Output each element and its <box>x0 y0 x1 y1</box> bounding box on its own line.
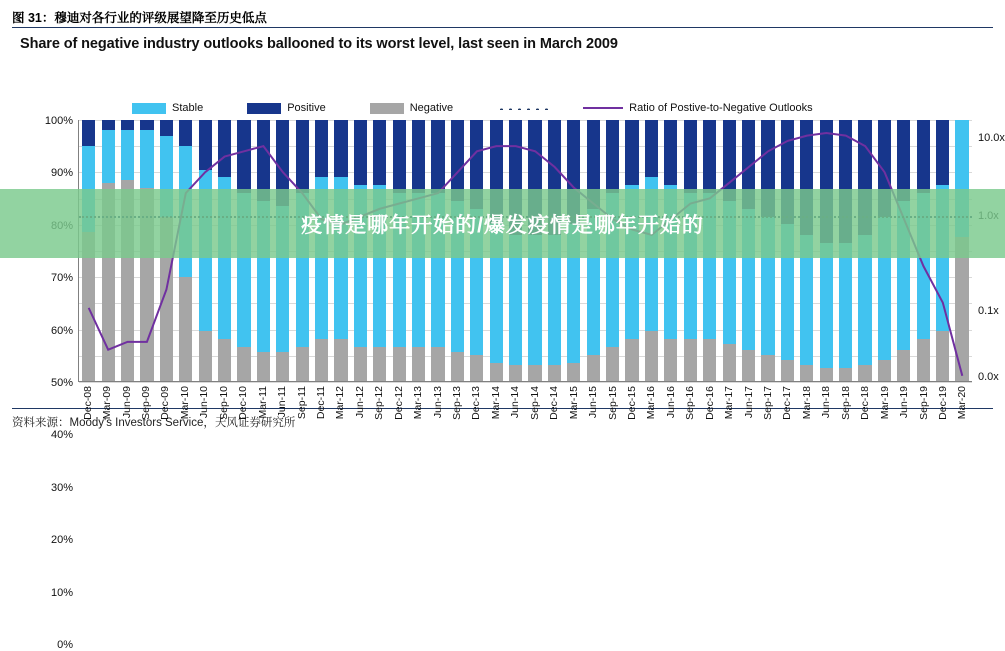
x-axis-tick-label: Jun-11 <box>276 386 289 418</box>
x-axis-tick <box>933 384 952 436</box>
x-axis-tick-label: Mar-11 <box>256 386 269 419</box>
x-axis-tick-label: Sep-15 <box>606 386 619 420</box>
x-axis-tick <box>506 384 525 436</box>
legend-label-ratio: Ratio of Postive-to-Negative Outlooks <box>629 102 813 114</box>
legend-label-stable: Stable <box>172 102 204 114</box>
x-axis-tick <box>486 384 505 436</box>
x-axis-tick-label: Mar-15 <box>567 386 580 420</box>
x-axis-tick <box>700 384 719 436</box>
x-axis-tick <box>545 384 564 436</box>
x-axis-tick <box>661 384 680 436</box>
x-axis-tick-label: Mar-18 <box>800 386 813 420</box>
x-axis-tick <box>428 384 447 436</box>
x-axis-tick-label: Jun-12 <box>353 386 366 419</box>
legend-item-ratio <box>583 102 812 114</box>
x-axis-tick-label: Mar-19 <box>878 386 891 420</box>
x-axis-tick-label: Sep-16 <box>684 386 697 420</box>
x-axis-tick-label: Jun-16 <box>664 386 677 419</box>
x-axis-tick-label: Mar-12 <box>334 386 347 420</box>
x-axis-tick <box>642 384 661 436</box>
y-axis-right-tick: 0.0x <box>978 370 999 383</box>
x-axis-tick <box>117 384 136 436</box>
x-axis-tick <box>78 384 97 436</box>
x-axis-tick <box>311 384 330 436</box>
y-axis-left-tick: 60% <box>50 324 73 337</box>
x-axis-tick-label: Dec-14 <box>548 386 561 420</box>
x-axis-tick-label: Sep-12 <box>373 386 386 420</box>
legend-label-negative: Negative <box>409 102 454 114</box>
x-axis-tick <box>875 384 894 436</box>
x-axis-tick <box>175 384 194 436</box>
y-axis-right-tick: 10.0x <box>978 132 1005 145</box>
y-axis-left-tick: 100% <box>44 115 73 127</box>
x-axis-tick <box>583 384 602 436</box>
x-axis-tick <box>797 384 816 436</box>
x-axis-tick-label: Jun-17 <box>742 386 755 419</box>
x-axis-tick <box>292 384 311 436</box>
y-axis-left-tick: 20% <box>50 534 73 547</box>
x-axis-tick <box>758 384 777 436</box>
x-axis-tick-label: Sep-19 <box>917 386 930 420</box>
x-axis-tick <box>214 384 233 436</box>
x-axis-tick-label: Dec-17 <box>781 386 794 420</box>
legend-swatch-ratio <box>583 107 623 109</box>
x-axis-tick-label: Dec-12 <box>392 386 405 420</box>
x-axis-tick-label: Dec-19 <box>936 386 949 420</box>
x-axis-tick-label: Jun-19 <box>898 386 911 419</box>
x-axis-tick <box>467 384 486 436</box>
x-axis-tick <box>622 384 641 436</box>
x-axis-tick <box>894 384 913 436</box>
threshold-marker-icon <box>497 106 549 110</box>
legend-item-negative <box>370 102 453 114</box>
x-axis-tick-label: Mar-16 <box>645 386 658 420</box>
x-axis-tick-label: Dec-08 <box>81 386 94 420</box>
y-axis-left-tick: 0% <box>57 639 73 651</box>
x-axis-tick <box>370 384 389 436</box>
x-axis-tick-label: Mar-09 <box>101 386 114 420</box>
x-axis-tick-label: Jun-18 <box>820 386 833 419</box>
x-axis-tick <box>331 384 350 436</box>
x-axis-tick <box>603 384 622 436</box>
x-axis-tick-label: Mar-14 <box>489 386 502 420</box>
x-axis-tick-label: Dec-11 <box>314 386 327 420</box>
x-axis-tick-label: Mar-10 <box>178 386 191 420</box>
y-axis-left-tick: 70% <box>50 272 73 285</box>
x-axis-tick <box>97 384 116 436</box>
figure-source: 资料来源：Moody's Investors Service，天风证券研究所 <box>12 416 296 429</box>
x-axis-tick <box>525 384 544 436</box>
x-axis-tick-label: Sep-14 <box>528 386 541 420</box>
x-axis-tick <box>234 384 253 436</box>
x-axis-tick <box>195 384 214 436</box>
y-axis-left-tick: 50% <box>50 377 73 389</box>
x-axis-tick-label: Dec-16 <box>703 386 716 420</box>
legend-swatch-positive <box>247 103 281 114</box>
x-axis-tick-label: Sep-18 <box>839 386 852 420</box>
x-axis-tick <box>778 384 797 436</box>
x-axis-tick-label: Mar-17 <box>723 386 736 420</box>
y-axis-right-tick: 0.1x <box>978 305 999 318</box>
x-axis-tick <box>389 384 408 436</box>
chart-title: Share of negative industry outlooks ballooned to its worst level, last seen in March 2009 <box>20 36 618 52</box>
x-axis-tick-label: Dec-09 <box>159 386 172 420</box>
x-axis-tick <box>719 384 738 436</box>
x-axis-tick <box>156 384 175 436</box>
x-axis-tick <box>739 384 758 436</box>
x-axis-tick <box>914 384 933 436</box>
x-axis-tick <box>272 384 291 436</box>
x-axis-tick <box>953 384 972 436</box>
x-axis-tick-label: Sep-10 <box>217 386 230 420</box>
x-axis-tick-label: Sep-11 <box>295 386 308 420</box>
x-axis-tick <box>253 384 272 436</box>
legend-item-stable <box>132 102 203 114</box>
legend-label-positive: Positive <box>287 102 326 114</box>
x-axis-tick <box>350 384 369 436</box>
x-axis-tick-label: Jun-14 <box>509 386 522 419</box>
x-axis-tick-label: Dec-15 <box>625 386 638 420</box>
chart-legend <box>132 100 972 116</box>
x-axis-tick <box>836 384 855 436</box>
x-axis-tick-label: Jun-09 <box>120 386 133 419</box>
x-axis-tick <box>408 384 427 436</box>
x-axis-tick-label: Jun-10 <box>198 386 211 419</box>
x-axis-tick-label: Sep-09 <box>140 386 153 420</box>
x-axis-tick-label: Jun-13 <box>431 386 444 419</box>
legend-item-threshold <box>497 106 555 110</box>
x-axis-tick-label: Mar-13 <box>412 386 425 420</box>
y-axis-left-tick: 30% <box>50 481 73 494</box>
x-axis-tick-label: Dec-18 <box>859 386 872 420</box>
x-axis-labels <box>78 384 972 436</box>
y-axis-left-tick: 10% <box>50 586 73 599</box>
y-axis-left-tick: 40% <box>50 429 73 442</box>
x-axis-tick-label: Sep-13 <box>451 386 464 420</box>
figure-caption-bar <box>12 6 993 28</box>
x-axis-tick <box>447 384 466 436</box>
x-axis-tick <box>856 384 875 436</box>
x-axis-tick <box>817 384 836 436</box>
legend-swatch-stable <box>132 103 166 114</box>
x-axis-tick-label: Dec-10 <box>237 386 250 420</box>
x-axis-tick-label: Dec-13 <box>470 386 483 420</box>
x-axis-tick <box>136 384 155 436</box>
x-axis-tick <box>564 384 583 436</box>
x-axis-tick-label: Jun-15 <box>587 386 600 419</box>
x-axis-tick-label: Sep-17 <box>762 386 775 420</box>
legend-swatch-negative <box>370 103 404 114</box>
legend-item-positive <box>247 102 326 114</box>
x-axis-tick-label: Mar-20 <box>956 386 969 420</box>
figure-caption: 图 31：穆迪对各行业的评级展望降至历史低点 <box>12 10 267 25</box>
x-axis-tick <box>681 384 700 436</box>
watermark-overlay <box>0 189 1005 258</box>
watermark-text: 疫情是哪年开始的/爆发疫情是哪年开始的 <box>301 213 704 237</box>
y-axis-left-tick: 90% <box>50 167 73 180</box>
